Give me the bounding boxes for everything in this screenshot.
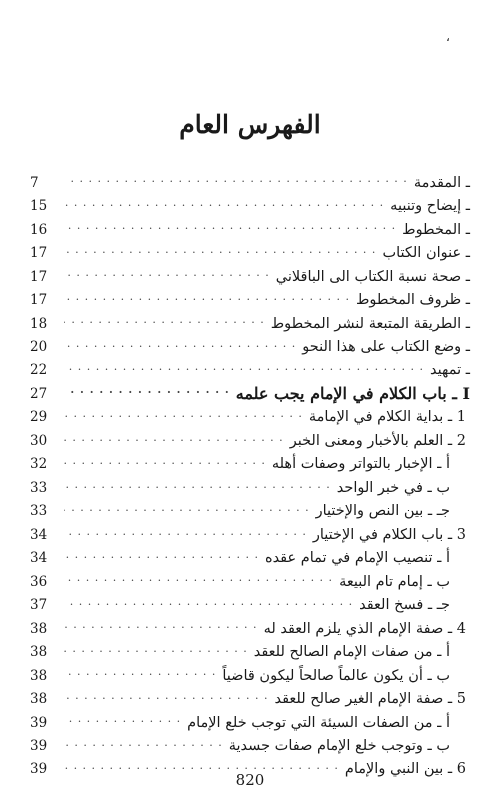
toc-entry-page: 17 — [30, 292, 48, 309]
dot-leader — [64, 692, 268, 707]
toc-entry-label: ـ عنوان الكتاب — [382, 245, 470, 262]
toc-entry — [30, 171, 470, 194]
toc-entry-page: 22 — [30, 362, 48, 379]
toc-entry — [30, 429, 470, 452]
toc-entry-page: 38 — [30, 667, 48, 684]
page-number: 820 — [235, 771, 265, 789]
toc-entry — [30, 335, 470, 358]
toc-chapter-heading — [30, 382, 470, 405]
toc-entry-page: 34 — [30, 550, 48, 567]
dot-leader — [64, 246, 376, 261]
toc-entry — [30, 476, 470, 499]
toc-entry-label: 1 ـ بداية الكلام في الإمامة — [308, 409, 466, 426]
toc-entry-label: ب ـ إمام تام البيعة — [339, 573, 450, 590]
toc-entry-label: ـ إيضاح وتنبيه — [390, 198, 470, 215]
toc-entry-page: 37 — [30, 597, 48, 614]
toc-entry-page: 33 — [30, 503, 48, 520]
dot-leader — [64, 363, 424, 378]
dot-leader — [64, 434, 284, 449]
toc-entry-label: I ـ باب الكلام في الإمام يجب علمه — [235, 384, 470, 404]
page-title: الفهرس العام — [179, 110, 321, 139]
toc-entry-label: ـ المخطوط — [402, 221, 470, 238]
toc-entry — [30, 617, 470, 640]
toc-entry — [30, 194, 470, 217]
dot-leader — [64, 528, 307, 543]
dot-leader — [64, 293, 350, 308]
toc-entry-page: 39 — [30, 737, 48, 754]
dot-leader — [64, 199, 384, 214]
toc-entry-label: 2 ـ العلم بالأخبار ومعنى الخبر — [289, 432, 466, 449]
toc-entry-label: أ ـ تنصيب الإمام في تمام عقده — [264, 550, 450, 567]
toc-entry-page: 27 — [30, 385, 48, 402]
dot-leader — [64, 269, 270, 284]
toc-entry-page: 29 — [30, 409, 48, 426]
toc-entry-label: ب ـ وتوجب خلع الإمام صفات جسدية — [228, 737, 450, 754]
toc-entry-label: ـ تمهيد — [430, 362, 470, 379]
toc-entry-label: ـ وضع الكتاب على هذا النحو — [302, 339, 470, 356]
dot-leader — [64, 574, 333, 589]
toc-entry-label: ـ المقدمة — [413, 174, 470, 191]
toc-entry-label: 6 ـ بين النبي والإمام — [344, 761, 466, 778]
corner-mark: ، — [446, 30, 450, 44]
toc-entry-page: 15 — [30, 198, 48, 215]
toc-entry-label: ـ ظروف المخطوط — [355, 292, 470, 309]
toc-entry-page: 36 — [30, 573, 48, 590]
toc-entry — [30, 359, 470, 382]
toc-entry-label: ب ـ في خبر الواحد — [336, 479, 450, 496]
toc-entry — [30, 500, 470, 523]
toc-entry — [30, 288, 470, 311]
dot-leader — [64, 175, 408, 190]
toc-entry-label: أ ـ من الصفات السيئة التي توجب خلع الإمام — [187, 714, 450, 731]
toc-entry-page: 32 — [30, 456, 48, 473]
toc-entry-page: 39 — [30, 714, 48, 731]
toc-entry-page: 34 — [30, 526, 48, 543]
toc-entry — [30, 664, 470, 687]
toc-entry-label: أ ـ من صفات الإمام الصالح للعقد — [253, 644, 450, 661]
table-of-contents — [30, 171, 470, 781]
toc-entry-page: 18 — [30, 315, 48, 332]
toc-entry-label: جـ ـ بين النص والإختيار — [315, 503, 450, 520]
toc-entry — [30, 312, 470, 335]
toc-entry — [30, 218, 470, 241]
dot-leader — [64, 316, 265, 331]
toc-entry — [30, 406, 470, 429]
toc-entry — [30, 687, 470, 710]
dot-leader — [64, 621, 258, 636]
dot-leader — [64, 645, 248, 660]
toc-entry — [30, 640, 470, 663]
toc-entry — [30, 570, 470, 593]
toc-entry — [30, 711, 470, 734]
toc-entry-page: 20 — [30, 339, 48, 356]
toc-entry — [30, 734, 470, 757]
toc-entry-label: جـ ـ فسخ العقد — [359, 597, 450, 614]
toc-entry-label: ـ صحة نسبة الكتاب الى الباقلاني — [275, 268, 470, 285]
toc-entry — [30, 593, 470, 616]
toc-entry — [30, 241, 470, 264]
dot-leader — [64, 340, 296, 355]
dot-leader — [64, 598, 353, 613]
toc-entry-page: 38 — [30, 691, 48, 708]
toc-entry-page: 33 — [30, 479, 48, 496]
dot-leader — [64, 386, 230, 402]
toc-entry-page: 17 — [30, 245, 48, 262]
toc-entry-label: ـ الطريقة المتبعة لنشر المخطوط — [270, 315, 470, 332]
toc-entry-page: 38 — [30, 644, 48, 661]
dot-leader — [64, 481, 331, 496]
dot-leader — [64, 222, 396, 237]
dot-leader — [64, 551, 259, 566]
toc-entry — [30, 265, 470, 288]
toc-entry-page: 39 — [30, 761, 48, 778]
toc-entry-page: 30 — [30, 432, 48, 449]
dot-leader — [64, 410, 303, 425]
dot-leader — [64, 715, 181, 730]
toc-entry-page: 16 — [30, 221, 48, 238]
toc-entry-page: 7 — [30, 174, 39, 191]
dot-leader — [64, 504, 310, 519]
toc-entry — [30, 523, 470, 546]
toc-entry-label: ب ـ أن يكون عالماً صالحاً ليكون قاضياً — [222, 667, 450, 684]
toc-entry-page: 38 — [30, 620, 48, 637]
toc-entry-page: 17 — [30, 268, 48, 285]
toc-entry-label: أ ـ الإخبار بالتواتر وصفات أهله — [271, 456, 450, 473]
toc-entry-label: 3 ـ باب الكلام في الإختيار — [312, 526, 466, 543]
toc-entry-label: 4 ـ صفة الإمام الذي يلزم العقد له — [263, 620, 466, 637]
toc-entry — [30, 453, 470, 476]
toc-entry — [30, 547, 470, 570]
toc-entry-label: 5 ـ صفة الإمام الغير صالح للعقد — [274, 691, 466, 708]
dot-leader — [64, 739, 223, 754]
dot-leader — [64, 457, 266, 472]
dot-leader — [64, 668, 216, 683]
